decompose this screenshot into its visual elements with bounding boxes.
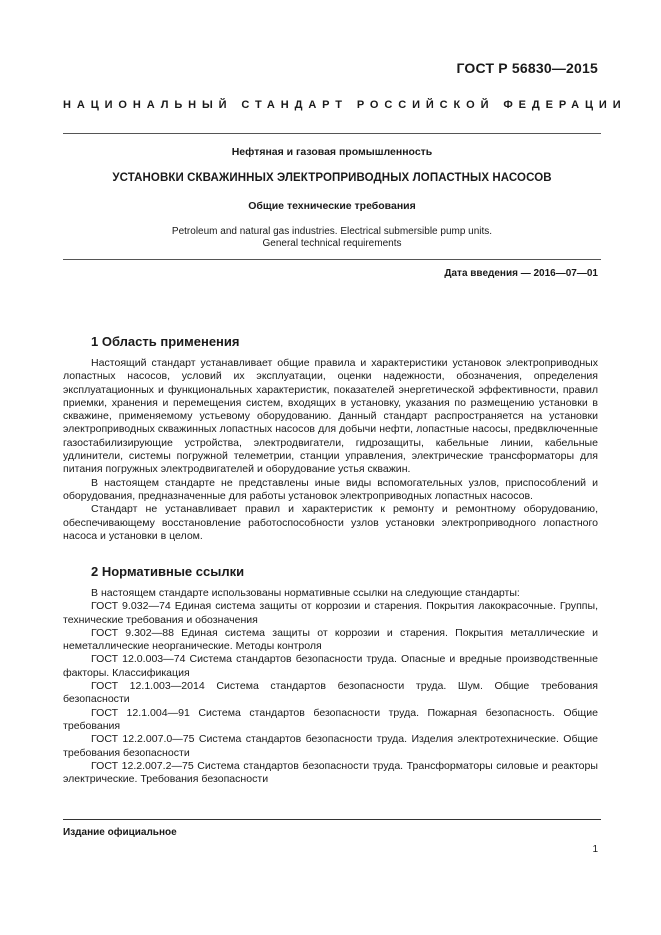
- section-scope: [63, 334, 598, 543]
- introduction-date: Дата введения — 2016—07—01: [444, 268, 598, 279]
- english-title: [63, 226, 601, 250]
- document-subtitle: Общие технические требования: [248, 200, 416, 212]
- national-standard-heading: НАЦИОНАЛЬНЫЙ СТАНДАРТ РОССИЙСКОЙ ФЕДЕРАЦИИ: [63, 99, 627, 111]
- paragraph: В настоящем стандарте не представлены иные виды вспомогательных узлов, приспособлений и оборудования, предназначенные для работы установок электроприводных лопастных насосов.: [63, 476, 598, 502]
- edition-note: Издание официальное: [63, 827, 177, 838]
- document-title: УСТАНОВКИ СКВАЖИННЫХ ЭЛЕКТРОПРИВОДНЫХ ЛОПАСТНЫХ НАСОСОВ: [112, 172, 552, 184]
- reference-item: ГОСТ 12.0.003—74 Система стандартов безопасности труда. Опасные и вредные производственные факторы. Классификация: [63, 653, 598, 679]
- reference-item: ГОСТ 9.032—74 Единая система защиты от коррозии и старения. Покрытия лакокрасочные. Группы, технические требования и обозначения: [63, 600, 598, 626]
- industry-line: Нефтяная и газовая промышленность: [231, 146, 433, 158]
- reference-item: ГОСТ 9.302—88 Единая система защиты от коррозии и старения. Покрытия металлические и неметаллические неорганические. Методы контроля: [63, 626, 598, 653]
- footer-divider: [63, 819, 601, 820]
- english-title-line-1: Petroleum and natural gas industries. Electrical submersible pump units.: [171, 226, 493, 237]
- paragraph: В настоящем стандарте использованы нормативные ссылки на следующие стандарты:: [91, 587, 520, 599]
- reference-item: ГОСТ 12.1.004—91 Система стандартов безопасности труда. Пожарная безопасность. Общие требования: [63, 706, 598, 732]
- paragraph: Настоящий стандарт устанавливает общие правила и характеристики установок электроприводных лопастных насосов, условий их эксплуатации, оценки надежности, обозначения, определения эксплуатационных и функциональных характеристик, показателей энергетической эффективности, правил приемки, хранения и перемещения систем, входящих в установку, указания по размещению установки в скважине, применяемому устьевому оборудованию. Данный стандарт распространяется на установки электроприводных скважинных лопастных насосов для добычи нефти, лопастные насосы, предвключенные газостабилизирующие устройства, электродвигатели, гидрозащиты, кабельные линии, кабельные удлинители, системы погружной телеметрии, станции управления, электрические трансформаторы для питания погружных электродвигателей и оборудование устья скважин.: [63, 357, 598, 476]
- section-heading: 1 Область применения: [91, 334, 240, 349]
- paragraph: Стандарт не устанавливает правил и характеристик к ремонту и ремонтному оборудованию, обеспечивающему восстановление работоспособности узлов установки электроприводного лопастного насоса и установки в целом.: [63, 503, 598, 542]
- reference-item: ГОСТ 12.2.007.0—75 Система стандартов безопасности труда. Изделия электротехнические. Общие требования безопасности: [63, 733, 598, 759]
- section-heading: 2 Нормативные ссылки: [91, 564, 245, 579]
- reference-item: ГОСТ 12.2.007.2—75 Система стандартов безопасности труда. Трансформаторы силовые и реакторы электрические. Требования безопасности: [63, 759, 598, 786]
- reference-item: ГОСТ 12.1.003—2014 Система стандартов безопасности труда. Шум. Общие требования безопасности: [63, 680, 598, 706]
- top-divider: [63, 133, 601, 134]
- section-normative-references: [63, 564, 598, 786]
- english-title-line-2: General technical requirements: [262, 238, 402, 249]
- title-divider: [63, 259, 601, 260]
- standard-number: ГОСТ Р 56830—2015: [456, 60, 598, 76]
- page-number: 1: [592, 844, 598, 855]
